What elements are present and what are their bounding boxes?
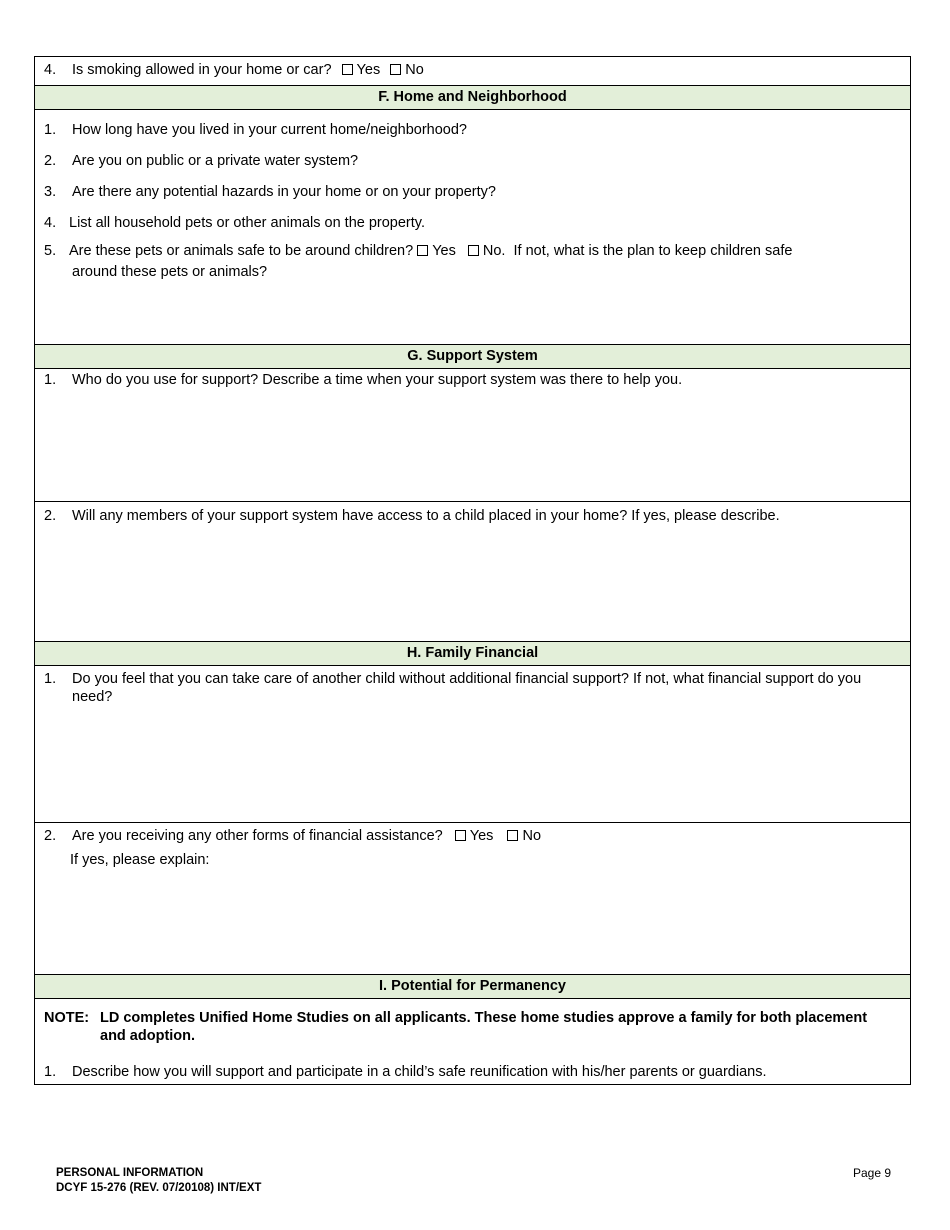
note-text: NOTE: LD completes Unified Home Studies on all applicants. These home studies approve a family for both placement and adoption. [44, 1010, 868, 1044]
question-number: 4. [44, 62, 57, 78]
question-text: Do you feel that you can take care of another child without additional financial support? If not, what financial support do you need? [72, 671, 862, 705]
question-f2: 2. Are you on public or a private water system? [44, 153, 359, 169]
financial-assistance-no-checkbox[interactable] [507, 830, 518, 841]
question-g1: 1. Who do you use for support? Describe a time when your support system was there to help you. [44, 372, 683, 388]
footer-form-info [56, 1166, 261, 1196]
question-h2: 2. Are you receiving any other forms of financial assistance? Yes No [44, 828, 542, 844]
question-text: How long have you lived in your current home/neighborhood? [72, 122, 467, 138]
section-f-header: F. Home and Neighborhood [35, 85, 910, 109]
smoking-yes-checkbox[interactable] [342, 64, 353, 75]
question-text: Who do you use for support? Describe a time when your support system was there to help you. [72, 372, 683, 388]
question-text: Are you on public or a private water system? [72, 153, 359, 169]
question-g2: 2. Will any members of your support system have access to a child placed in your home? If yes, please describe. [44, 508, 780, 524]
question-text: Are these pets or animals safe to be around children? [69, 243, 414, 259]
question-h2-followup: If yes, please explain: [70, 852, 210, 868]
section-h-header: H. Family Financial [35, 641, 910, 665]
footer-form-number: DCYF 15-276 (REV. 07/20108) INT/EXT [56, 1182, 262, 1194]
question-text: Will any members of your support system have access to a child placed in your home? If yes, please describe. [72, 508, 780, 524]
question-f5: 5. Are these pets or animals safe to be around children? Yes No. If not, what is the plan to keep children safe [44, 243, 793, 259]
page-number: Page 9 [853, 1166, 892, 1180]
question-g1-row [35, 368, 910, 501]
pets-safe-no-checkbox[interactable] [468, 245, 479, 256]
question-f3: 3. Are there any potential hazards in your home or on your property? [44, 184, 496, 200]
question-h2-row [35, 822, 910, 974]
question-h1: 1. Do you feel that you can take care of another child without additional financial support? If not, what financial support do you need? [44, 671, 862, 705]
section-f-body [35, 109, 910, 344]
question-text: Is smoking allowed in your home or car? [72, 62, 332, 78]
section-g-header: G. Support System [35, 344, 910, 368]
pets-safe-yes-checkbox[interactable] [417, 245, 428, 256]
footer-title: PERSONAL INFORMATION [56, 1167, 204, 1179]
section-i-body [35, 998, 910, 1084]
checkbox-label-no: No [405, 62, 424, 78]
smoking-question [35, 61, 910, 79]
financial-assistance-yes-checkbox[interactable] [455, 830, 466, 841]
question-text: Describe how you will support and participate in a child’s safe reunification with his/her parents or guardians. [72, 1064, 767, 1080]
question-text: List all household pets or other animals on the property. [69, 215, 425, 231]
section-i-header: I. Potential for Permanency [35, 974, 910, 998]
question-f4: 4. List all household pets or other animals on the property. [44, 215, 425, 231]
form-table [34, 56, 911, 1085]
question-f1: 1. How long have you lived in your current home/neighborhood? [44, 122, 467, 138]
question-text: Are you receiving any other forms of financial assistance? [72, 828, 443, 844]
question-h1-row [35, 665, 910, 822]
question-i1: 1. Describe how you will support and participate in a child’s safe reunification with his/her parents or guardians. [44, 1064, 767, 1080]
checkbox-label-yes: Yes [356, 62, 381, 78]
question-text: Are there any potential hazards in your home or on your property? [72, 184, 496, 200]
smoking-no-checkbox[interactable] [390, 64, 401, 75]
smoking-question-row [35, 57, 910, 85]
question-f5-continued: around these pets or animals? [72, 264, 268, 280]
question-g2-row [35, 501, 910, 641]
note-label: NOTE: [44, 1010, 90, 1026]
